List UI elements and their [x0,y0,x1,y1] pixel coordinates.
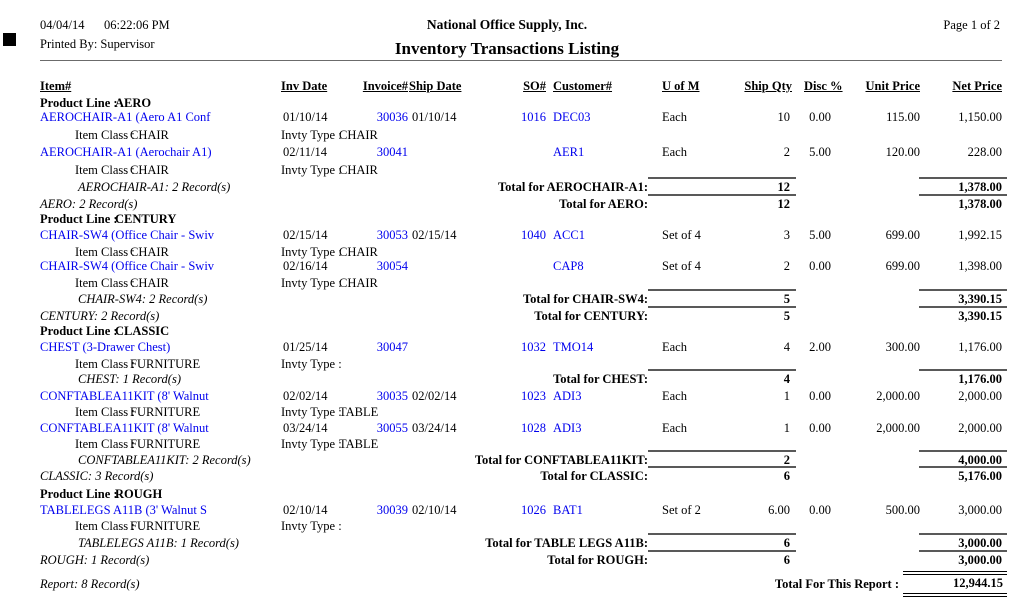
item-class-value: CHAIR [130,245,169,259]
invty-type-value: CHAIR [339,276,378,290]
subtotal-label: Total for CENTURY: [534,309,648,323]
record-count: AEROCHAIR-A1: 2 Record(s) [78,180,231,194]
report-total-value: 12,944.15 [903,571,1007,597]
inv-date-value: 01/10/14 [283,110,328,124]
product-line-row [0,324,1014,340]
item-link[interactable]: CHEST (3-Drawer Chest) [40,340,171,354]
col-net-price: Net Price [952,79,1002,93]
qty-rule [648,369,796,371]
report-total-row [0,577,1014,593]
subtotal-net: 3,000.00 [958,553,1002,567]
disc-value: 0.00 [809,389,831,403]
item-class-row [0,519,1014,535]
so-link[interactable]: 1032 [521,340,546,354]
item-row [0,389,1014,405]
item-class-label: Item Class : [75,128,135,142]
subtotal-net: 3,390.15 [958,309,1002,323]
header-rule [40,60,1002,61]
record-count: CENTURY: 2 Record(s) [40,309,160,323]
so-link[interactable]: 1023 [521,389,546,403]
qty-rule [648,289,796,291]
item-class-value: FURNITURE [130,437,201,451]
subtotal-row [0,469,1014,485]
invty-type-label: Invty Type : [281,437,342,451]
subtotal-qty: 6 [783,536,790,550]
col-unit-price: Unit Price [865,79,920,93]
inv-date-value: 01/25/14 [283,340,328,354]
invty-type-label: Invty Type : [281,163,342,177]
uofm-value: Set of 4 [662,228,701,242]
invty-type-value: CHAIR [339,163,378,177]
subtotal-label: Total for CHAIR-SW4: [522,292,648,306]
product-line-value: ROUGH [115,487,163,501]
net-rule [919,466,1007,468]
invty-type-label: Invty Type : [281,245,342,259]
item-class-label: Item Class : [75,437,135,451]
so-link[interactable]: 1040 [521,228,546,242]
disc-value: 0.00 [809,259,831,273]
report-total-label: Total For This Report : [774,577,899,591]
ship-qty-value: 4 [783,340,790,354]
col-ship-date: Ship Date [409,79,462,93]
net-price-value: 228.00 [967,145,1002,159]
inv-date-value: 02/11/14 [283,145,327,159]
item-class-label: Item Class : [75,519,135,533]
invoice-link[interactable]: 30053 [376,228,408,242]
subtotal-net: 3,390.15 [958,292,1002,306]
subtotal-row [0,453,1014,469]
qty-rule [648,177,796,179]
net-rule [919,369,1007,371]
customer-link[interactable]: ADI3 [553,421,582,435]
qty-rule [648,194,796,196]
invty-type-label: Invty Type : [281,405,342,419]
item-link[interactable]: AEROCHAIR-A1 (Aerochair A1) [40,145,212,159]
subtotal-label: Total for CLASSIC: [540,469,648,483]
net-price-value: 2,000.00 [958,389,1002,403]
item-class-label: Item Class : [75,276,135,290]
subtotal-qty: 6 [783,553,790,567]
so-link[interactable]: 1028 [521,421,546,435]
subtotal-qty: 4 [783,372,790,386]
subtotal-label: Total for CONFTABLEA11KIT: [474,453,648,467]
ship-date-value: 02/10/14 [412,503,457,517]
inv-date-value: 02/15/14 [283,228,328,242]
ship-qty-value: 10 [777,110,790,124]
item-class-label: Item Class : [75,405,135,419]
customer-link[interactable]: TMO14 [553,340,594,354]
subtotal-qty: 5 [783,292,790,306]
net-price-value: 3,000.00 [958,503,1002,517]
ship-date-value: 01/10/14 [412,110,457,124]
record-count: TABLELEGS A11B: 1 Record(s) [78,536,239,550]
inv-date-value: 03/24/14 [283,421,328,435]
ship-date-value: 02/02/14 [412,389,457,403]
product-line-value: CENTURY [115,212,177,226]
invty-type-value: CHAIR [339,128,378,142]
column-header-row [0,79,1014,95]
ship-qty-value: 1 [783,389,790,403]
net-rule [919,450,1007,452]
ship-qty-value: 6.00 [768,503,790,517]
subtotal-qty: 6 [783,469,790,483]
record-count: CHAIR-SW4: 2 Record(s) [78,292,208,306]
invty-type-value: TABLE [339,437,379,451]
ship-qty-value: 2 [783,259,790,273]
qty-rule [648,533,796,535]
col-inv-date: Inv Date [281,79,328,93]
invoice-link[interactable]: 30036 [376,110,408,124]
item-class-value: FURNITURE [130,405,201,419]
col-customer: Customer# [553,79,613,93]
net-rule [919,289,1007,291]
inv-date-value: 02/02/14 [283,389,328,403]
net-price-value: 2,000.00 [958,421,1002,435]
col-so: SO# [523,79,546,93]
invoice-link[interactable]: 30055 [376,421,408,435]
item-row [0,340,1014,356]
item-link[interactable]: CONFTABLEA11KIT (8' Walnut [40,389,209,403]
item-class-value: FURNITURE [130,519,201,533]
record-count: AERO: 2 Record(s) [40,197,138,211]
ship-qty-value: 3 [783,228,790,242]
invoice-link[interactable]: 30041 [376,145,408,159]
subtotal-net: 1,176.00 [958,372,1002,386]
subtotal-row [0,180,1014,196]
net-rule [919,550,1007,552]
report-time: 06:22:06 PM [104,18,170,32]
product-line-label: Product Line : [40,487,118,501]
col-item: Item# [40,79,72,93]
disc-value: 2.00 [809,340,831,354]
so-link[interactable]: 1016 [521,110,546,124]
qty-rule [648,450,796,452]
net-price-value: 1,398.00 [958,259,1002,273]
record-count: CLASSIC: 3 Record(s) [40,469,154,483]
inv-date-value: 02/16/14 [283,259,328,273]
record-count: ROUGH: 1 Record(s) [40,553,150,567]
product-line-value: AERO [115,96,152,110]
invty-type-value: TABLE [339,405,379,419]
subtotal-label: Total for CHEST: [553,372,648,386]
customer-link[interactable]: BAT1 [553,503,583,517]
customer-link[interactable]: ACC1 [553,228,585,242]
customer-link[interactable]: CAP8 [553,259,584,273]
subtotal-label: Total for AEROCHAIR-A1: [497,180,648,194]
ship-qty-value: 2 [783,145,790,159]
subtotal-qty: 2 [783,453,790,467]
subtotal-net: 3,000.00 [958,536,1002,550]
item-class-label: Item Class : [75,163,135,177]
uofm-value: Each [662,110,687,124]
customer-link[interactable]: ADI3 [553,389,582,403]
subtotal-row [0,372,1014,388]
company-name: National Office Supply, Inc. [426,17,588,32]
uofm-value: Set of 2 [662,503,701,517]
disc-value: 5.00 [809,228,831,242]
unit-price-value: 699.00 [885,259,920,273]
subtotal-net: 4,000.00 [958,453,1002,467]
net-rule [919,177,1007,179]
disc-value: 0.00 [809,503,831,517]
ship-date-value: 02/15/14 [412,228,457,242]
uofm-value: Each [662,145,687,159]
invty-type-label: Invty Type : [281,519,342,533]
product-line-label: Product Line : [40,324,118,338]
product-line-value: CLASSIC [115,324,170,338]
item-class-row [0,128,1014,144]
item-class-value: FURNITURE [130,357,201,371]
item-row [0,421,1014,437]
report-record-count: Report: 8 Record(s) [40,577,140,591]
net-price-value: 1,176.00 [958,340,1002,354]
report-title: Inventory Transactions Listing [394,39,620,58]
col-uofm: U of M [662,79,700,93]
product-line-label: Product Line : [40,212,118,226]
unit-price-value: 699.00 [885,228,920,242]
invty-type-label: Invty Type : [281,276,342,290]
product-line-row [0,212,1014,228]
unit-price-value: 500.00 [885,503,920,517]
invoice-link[interactable]: 30039 [376,503,408,517]
item-class-row [0,357,1014,373]
printed-by: Printed By: Supervisor [40,37,155,51]
record-count: CHEST: 1 Record(s) [78,372,181,386]
item-class-row [0,276,1014,292]
ship-date-value: 03/24/14 [412,421,457,435]
disc-value: 0.00 [809,421,831,435]
item-link[interactable]: AEROCHAIR-A1 (Aero A1 Conf [40,110,211,124]
subtotal-net: 5,176.00 [958,469,1002,483]
disc-value: 5.00 [809,145,831,159]
customer-link[interactable]: AER1 [553,145,585,159]
subtotal-row [0,309,1014,325]
invoice-link[interactable]: 30054 [376,259,408,273]
item-class-row [0,405,1014,421]
item-row [0,145,1014,161]
qty-rule [648,550,796,552]
so-link[interactable]: 1026 [521,503,546,517]
col-disc: Disc % [804,79,843,93]
item-link[interactable]: CHAIR-SW4 (Office Chair - Swiv [40,228,215,242]
item-class-row [0,437,1014,453]
net-price-value: 1,992.15 [958,228,1002,242]
item-row [0,228,1014,244]
net-rule [919,533,1007,535]
net-rule [919,306,1007,308]
invoice-link[interactable]: 30035 [376,389,408,403]
unit-price-value: 2,000.00 [876,389,920,403]
subtotal-label: Total for AERO: [559,197,648,211]
page-number: Page 1 of 2 [943,18,1000,32]
item-class-value: CHAIR [130,276,169,290]
inv-date-value: 02/10/14 [283,503,328,517]
report-date: 04/04/14 [40,18,85,32]
unit-price-value: 300.00 [885,340,920,354]
item-row [0,503,1014,519]
unit-price-value: 120.00 [885,145,920,159]
uofm-value: Each [662,340,687,354]
item-class-value: CHAIR [130,128,169,142]
unit-price-value: 2,000.00 [876,421,920,435]
item-row [0,259,1014,275]
product-line-label: Product Line : [40,96,118,110]
unit-price-value: 115.00 [886,110,920,124]
subtotal-qty: 5 [783,309,790,323]
subtotal-net: 1,378.00 [958,180,1002,194]
uofm-value: Set of 4 [662,259,701,273]
qty-rule [648,306,796,308]
subtotal-qty: 12 [777,197,790,211]
net-price-value: 1,150.00 [958,110,1002,124]
uofm-value: Each [662,421,687,435]
invoice-link[interactable]: 30047 [376,340,408,354]
subtotal-row [0,553,1014,569]
net-rule [919,194,1007,196]
qty-rule [648,466,796,468]
col-invoice: Invoice# [362,79,408,93]
subtotal-net: 1,378.00 [958,197,1002,211]
invty-type-label: Invty Type : [281,357,342,371]
product-line-row [0,487,1014,503]
disc-value: 0.00 [809,110,831,124]
subtotal-row [0,292,1014,308]
subtotal-label: Total for ROUGH: [547,553,648,567]
subtotal-row [0,197,1014,213]
col-ship-qty: Ship Qty [744,79,792,93]
record-count: CONFTABLEA11KIT: 2 Record(s) [78,453,251,467]
item-link[interactable]: TABLELEGS A11B (3' Walnut S [40,503,207,517]
subtotal-row [0,536,1014,552]
invty-type-label: Invty Type : [281,128,342,142]
subtotal-label: Total for TABLE LEGS A11B: [485,536,648,550]
item-link[interactable]: CHAIR-SW4 (Office Chair - Swiv [40,259,215,273]
customer-link[interactable]: DEC03 [553,110,591,124]
subtotal-qty: 12 [777,180,790,194]
invty-type-value: CHAIR [339,245,378,259]
item-row [0,110,1014,126]
item-class-row [0,163,1014,179]
item-class-label: Item Class : [75,245,135,259]
ship-qty-value: 1 [783,421,790,435]
item-class-value: CHAIR [130,163,169,177]
item-class-label: Item Class : [75,357,135,371]
uofm-value: Each [662,389,687,403]
item-link[interactable]: CONFTABLEA11KIT (8' Walnut [40,421,209,435]
